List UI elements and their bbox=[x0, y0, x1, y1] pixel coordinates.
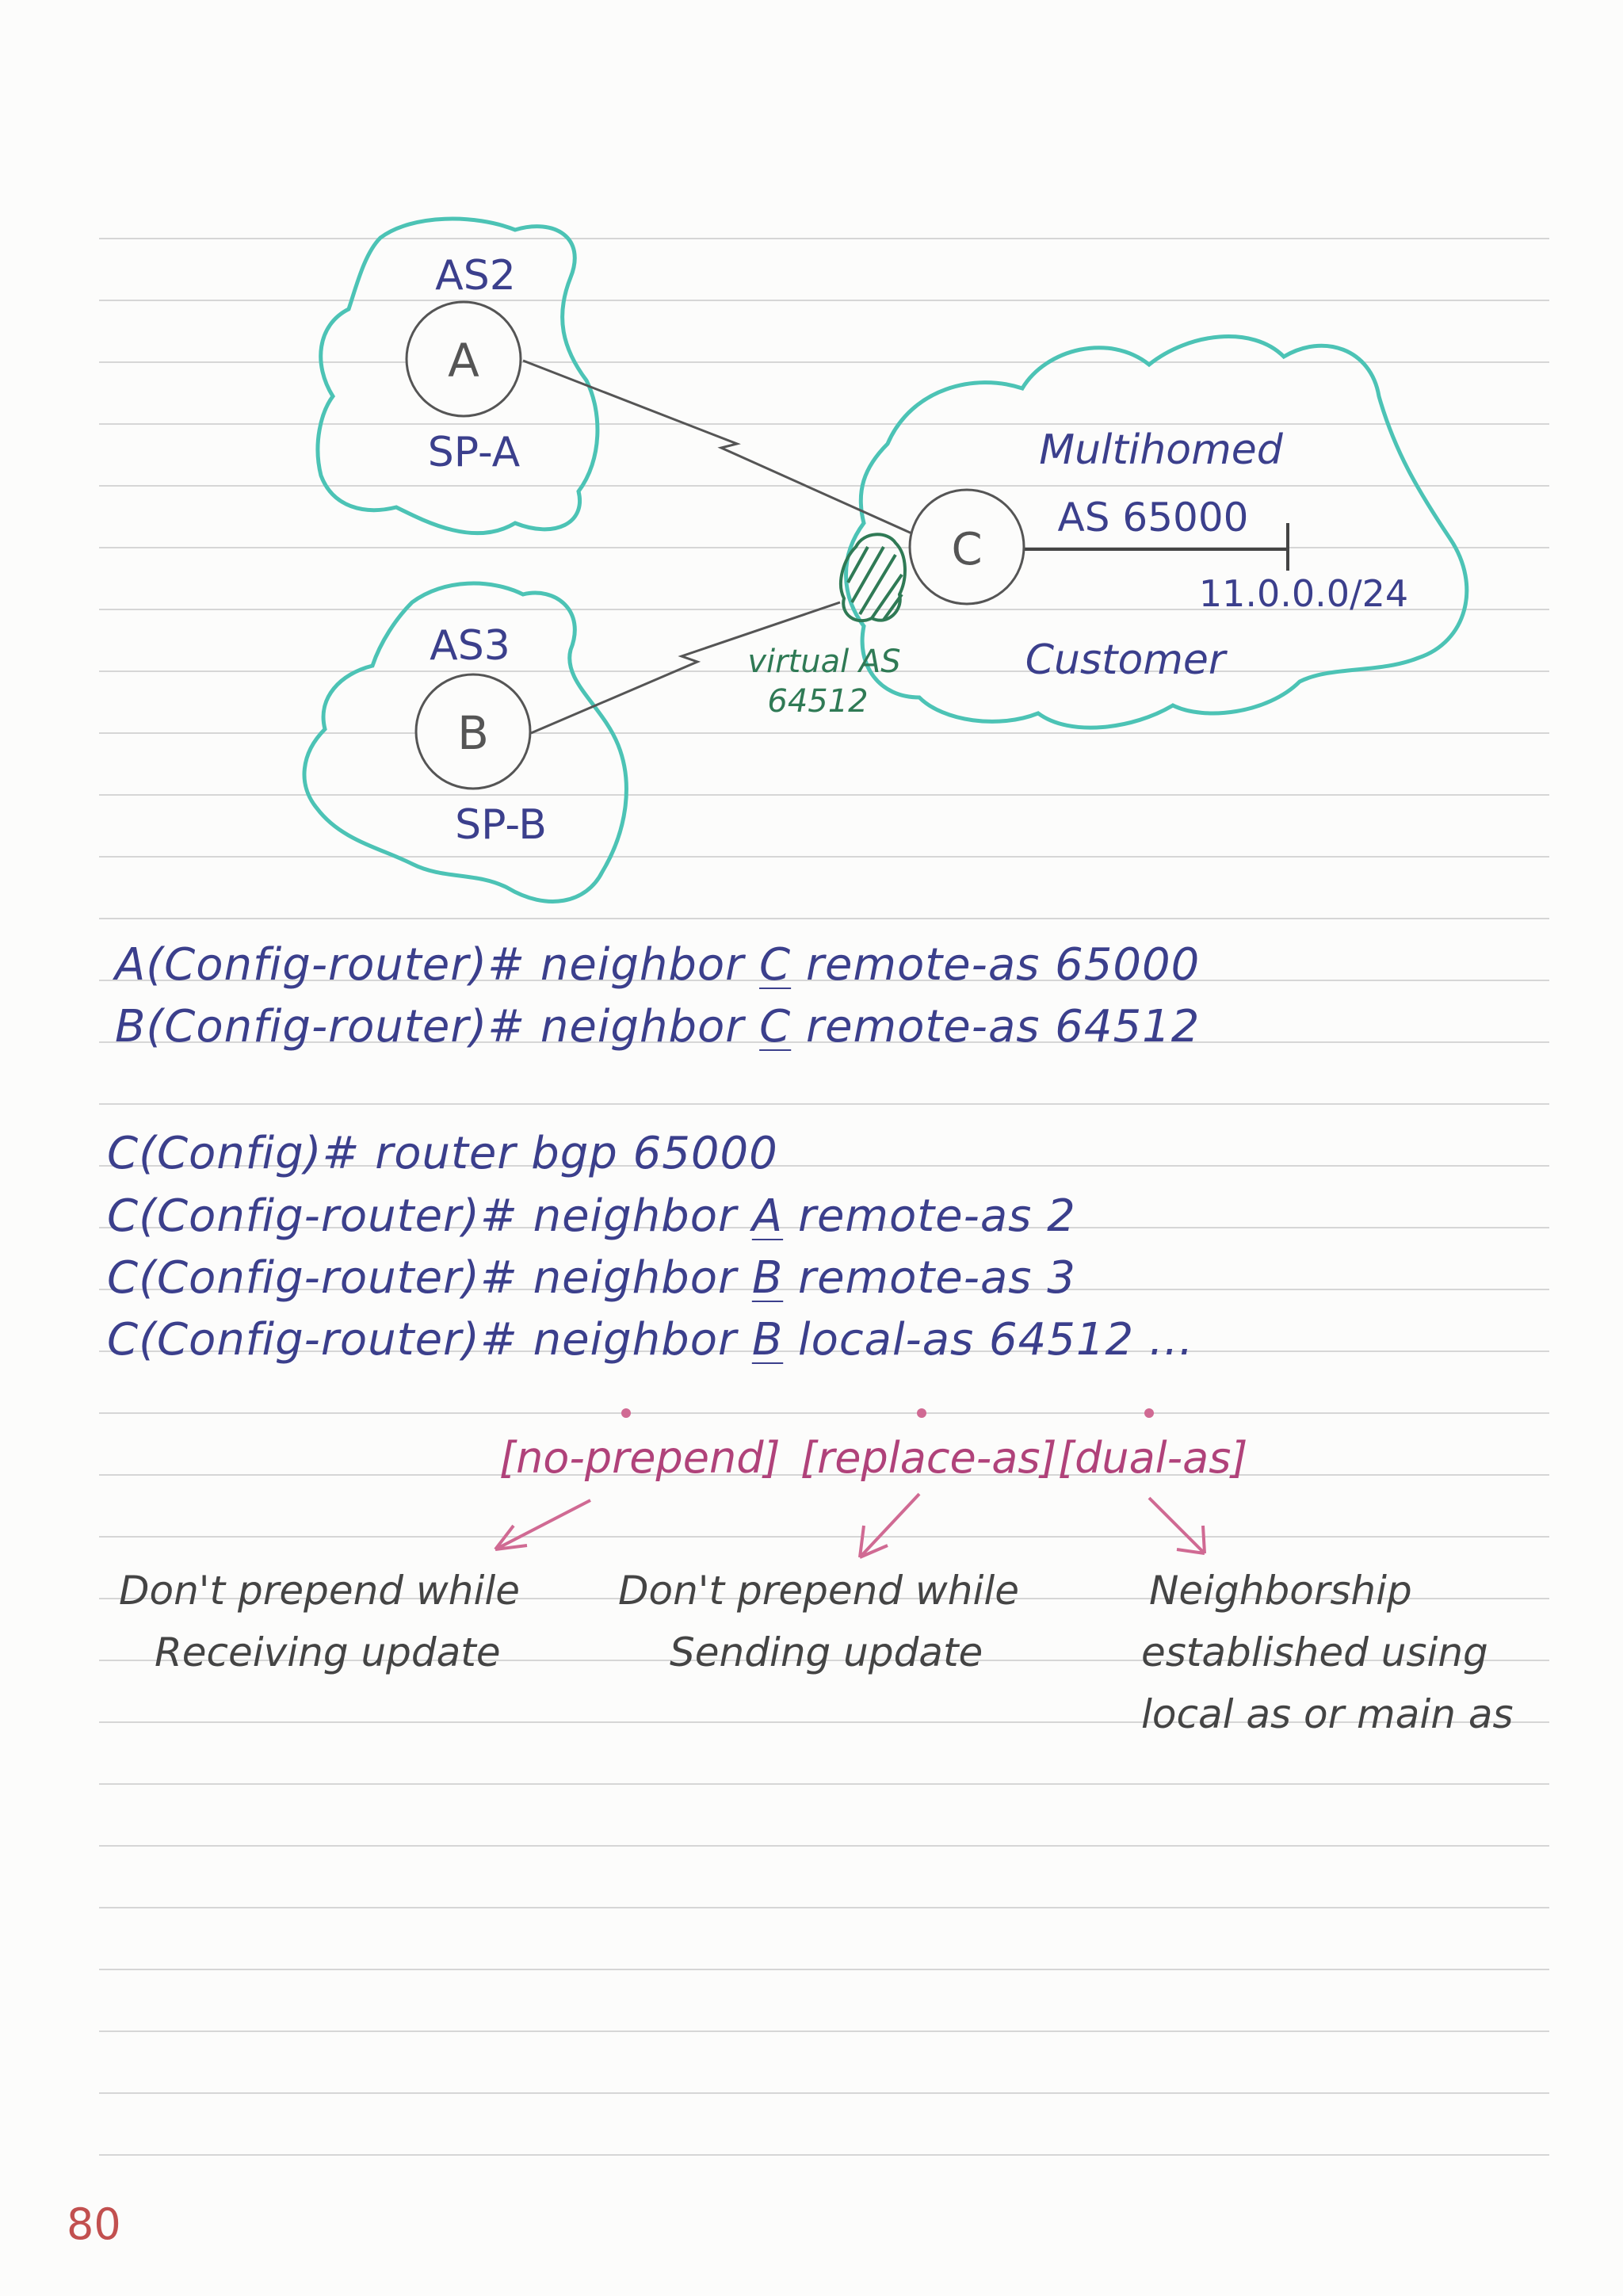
note-line: Sending update bbox=[670, 1629, 983, 1675]
note-dual-as bbox=[1141, 1560, 1514, 1745]
arrow-replace-as bbox=[860, 1494, 919, 1557]
router-a-label: A bbox=[448, 334, 479, 388]
sp-a-as-label: AS2 bbox=[435, 252, 516, 300]
config-prefix: A(Config-router)# neighbor bbox=[115, 939, 745, 991]
option-dual-as: [dual-as] bbox=[1058, 1433, 1248, 1483]
note-line: Neighborship bbox=[1149, 1568, 1412, 1614]
config-rest: remote-as 64512 bbox=[806, 1001, 1201, 1052]
virtual-as-label-line1: virtual AS bbox=[747, 644, 901, 680]
note-no-prepend bbox=[119, 1560, 520, 1683]
config-rest: remote-as 2 bbox=[797, 1190, 1076, 1242]
virtual-as-label-line2: 64512 bbox=[767, 683, 869, 720]
page-number: 80 bbox=[67, 2199, 121, 2249]
config-peer: C bbox=[759, 939, 792, 991]
customer-prefix-label: 11.0.0.0/24 bbox=[1198, 572, 1409, 615]
config-rest: remote-as 3 bbox=[798, 1252, 1076, 1304]
sp-b-as-label: AS3 bbox=[430, 622, 510, 670]
arrow-dual-as bbox=[1149, 1498, 1205, 1553]
config-prefix: C(Config-router)# neighbor bbox=[107, 1190, 737, 1242]
config-peer: B bbox=[751, 1252, 784, 1304]
router-c-label: C bbox=[951, 524, 983, 575]
dot-no-prepend bbox=[621, 1408, 631, 1418]
config-prefix: C(Config-router)# neighbor bbox=[107, 1314, 737, 1366]
note-line: local as or main as bbox=[1141, 1691, 1514, 1737]
customer-multihomed-label: Multihomed bbox=[1039, 426, 1283, 474]
note-line: Receiving update bbox=[155, 1629, 501, 1675]
note-line: Don't prepend while bbox=[618, 1568, 1020, 1614]
sp-b-name: SP-B bbox=[455, 801, 547, 849]
option-replace-as: [replace-as] bbox=[800, 1433, 1057, 1483]
config-rest: remote-as 65000 bbox=[805, 939, 1201, 991]
sp-a-name: SP-A bbox=[427, 429, 521, 476]
config-peer: A bbox=[751, 1190, 784, 1242]
config-peer: B bbox=[751, 1314, 784, 1366]
note-line: Don't prepend while bbox=[119, 1568, 521, 1614]
config-peer: C bbox=[759, 1001, 792, 1052]
config-prefix: B(Config-router)# neighbor bbox=[115, 1001, 745, 1052]
config-line-c-router-bgp: C(Config)# router bgp 65000 bbox=[107, 1128, 778, 1179]
option-no-prepend: [no-prepend] bbox=[499, 1433, 781, 1483]
config-rest: local-as 64512 ... bbox=[798, 1314, 1194, 1366]
customer-name-label: Customer bbox=[1025, 636, 1226, 684]
arrow-no-prepend bbox=[495, 1500, 590, 1549]
config-prefix: C(Config-router)# neighbor bbox=[107, 1252, 737, 1304]
router-b-label: B bbox=[457, 706, 489, 760]
customer-as-label: AS 65000 bbox=[1057, 495, 1249, 541]
note-line: established using bbox=[1141, 1629, 1488, 1675]
note-replace-as bbox=[618, 1560, 1019, 1683]
dot-dual-as bbox=[1144, 1408, 1154, 1418]
dot-replace-as bbox=[917, 1408, 926, 1418]
